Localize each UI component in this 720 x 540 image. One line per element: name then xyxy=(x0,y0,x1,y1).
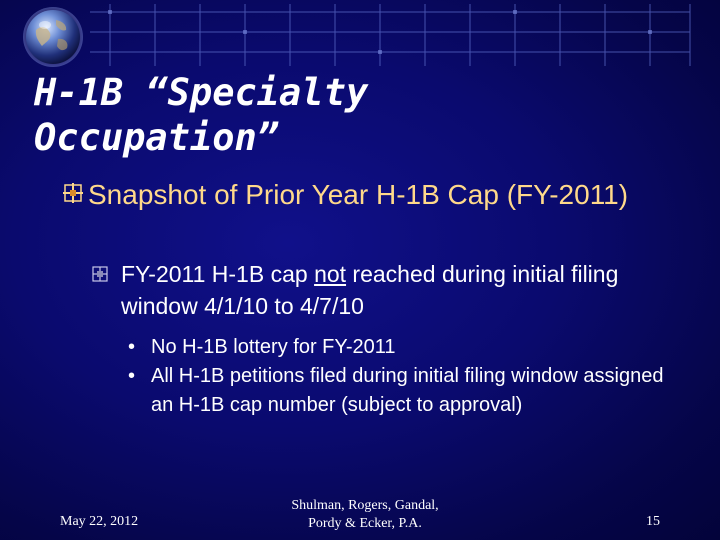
bullet-level-1 xyxy=(63,177,703,213)
list-item-text: No H-1B lottery for FY-2011 xyxy=(151,336,396,358)
footer-firm-line-2: Pordy & Ecker, P.A. xyxy=(308,516,422,531)
bullet-level-2-text-end: reached during initial filing window 4/1/10 to 4/7/10 xyxy=(121,261,619,319)
footer-date: May 22, 2012 xyxy=(60,514,139,529)
list-item xyxy=(126,362,686,420)
compass-bullet-icon xyxy=(63,183,83,203)
square-grid-bullet-icon xyxy=(92,266,108,282)
bullet-level-2 xyxy=(92,258,692,322)
bullet-level-2-emphasis: not xyxy=(314,261,347,287)
footer-firm-line-1: Shulman, Rogers, Gandal, xyxy=(291,498,439,513)
footer-firm-name xyxy=(270,497,460,540)
bullet-level-2-text xyxy=(92,258,692,322)
list-item xyxy=(126,333,686,362)
slide-title-line-1: H-1B “Specialty xyxy=(34,71,369,114)
globe-icon xyxy=(22,6,84,68)
bullet-level-3-list xyxy=(126,333,686,420)
bullet-dot-icon: • xyxy=(128,336,136,358)
list-item-text: All H-1B petitions filed during initial filing window assigned an H-1B cap number (subject to approval) xyxy=(151,365,664,416)
header-grid xyxy=(0,0,720,70)
slide-number: 15 xyxy=(646,514,660,529)
bullet-dot-icon: • xyxy=(128,365,136,387)
bullet-level-1-text: Snapshot of Prior Year H-1B Cap (FY-2011) xyxy=(88,179,629,210)
slide-title-line-2: Occupation” xyxy=(34,116,280,159)
slide-title xyxy=(34,70,368,160)
bullet-level-2-text-start: FY-2011 H-1B cap xyxy=(121,261,315,287)
